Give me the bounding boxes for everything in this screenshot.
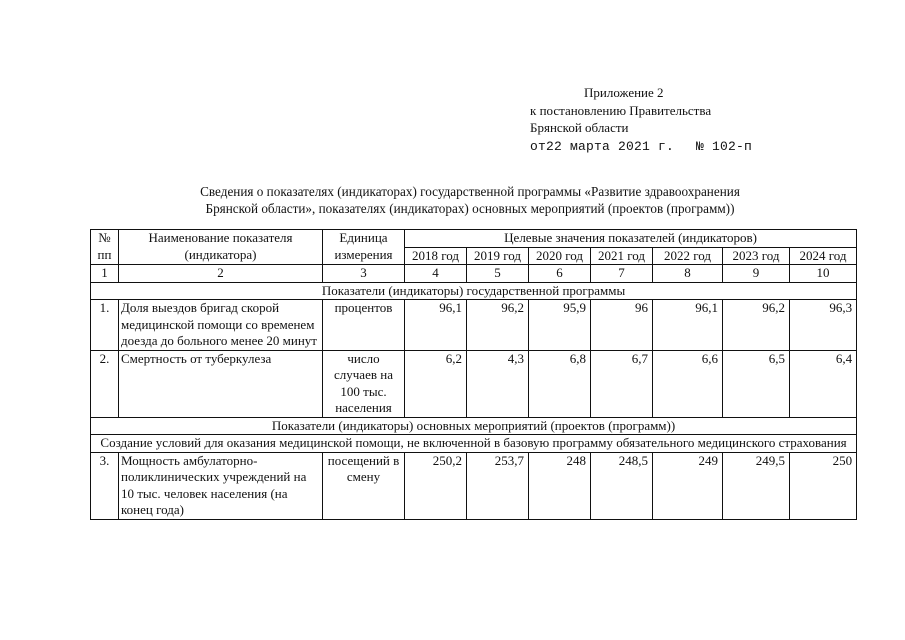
row-value: 6,2: [405, 350, 467, 417]
row-value: 4,3: [467, 350, 529, 417]
row-name: Мощность амбулаторно-поликлинических учреждений на 10 тыс. человек населения (на конец года): [119, 452, 323, 519]
row-value: 96,2: [723, 300, 790, 351]
table-row: [91, 452, 857, 519]
column-number: 7: [591, 265, 653, 283]
row-value: 6,7: [591, 350, 653, 417]
column-number: 9: [723, 265, 790, 283]
column-number: 6: [529, 265, 591, 283]
header-year: 2023 год: [723, 247, 790, 265]
annex-line-region: Брянской области: [530, 120, 629, 135]
subsection-title: Создание условий для оказания медицинской помощи, не включенной в базовую программу обязательного медицинского страхования: [91, 435, 857, 453]
document-title-line2: Брянской области», показателях (индикаторах) основных мероприятий (проектов (программ)): [205, 201, 735, 216]
row-value: 6,4: [790, 350, 857, 417]
header-year: 2024 год: [790, 247, 857, 265]
annex-date: от22 марта 2021 г.: [530, 138, 675, 154]
annex-block: [530, 84, 752, 155]
column-number: 2: [119, 265, 323, 283]
row-value: 250: [790, 452, 857, 519]
table-row: [91, 350, 857, 417]
column-number: 5: [467, 265, 529, 283]
row-value: 6,8: [529, 350, 591, 417]
column-number: 3: [323, 265, 405, 283]
row-name: Смертность от туберкулеза: [119, 350, 323, 417]
subsection-row: [91, 435, 857, 453]
header-year: 2020 год: [529, 247, 591, 265]
column-number: 8: [653, 265, 723, 283]
row-num: 2.: [91, 350, 119, 417]
row-value: 96,2: [467, 300, 529, 351]
header-row-top: [91, 230, 857, 248]
header-unit: Единица измерения: [323, 230, 405, 265]
document-title: [100, 183, 840, 217]
header-year: 2022 год: [653, 247, 723, 265]
row-value: 253,7: [467, 452, 529, 519]
annex-line-decree: к постановлению Правительства: [530, 102, 712, 118]
row-value: 248: [529, 452, 591, 519]
row-value: 249,5: [723, 452, 790, 519]
column-numbers-row: [91, 265, 857, 283]
header-name: Наименование показателя (индикатора): [119, 230, 323, 265]
row-unit: посещений в смену: [323, 452, 405, 519]
header-year: 2021 год: [591, 247, 653, 265]
row-value: 6,5: [723, 350, 790, 417]
row-value: 248,5: [591, 452, 653, 519]
row-value: 6,6: [653, 350, 723, 417]
row-value: 95,9: [529, 300, 591, 351]
annex-date-line: [530, 137, 752, 156]
column-number: 1: [91, 265, 119, 283]
annex-title: Приложение 2: [584, 85, 664, 100]
section-row: [91, 417, 857, 435]
table-row: [91, 300, 857, 351]
section-row: [91, 282, 857, 300]
row-value: 96,3: [790, 300, 857, 351]
row-num: 1.: [91, 300, 119, 351]
row-value: 250,2: [405, 452, 467, 519]
header-year: 2019 год: [467, 247, 529, 265]
row-value: 249: [653, 452, 723, 519]
row-value: 96,1: [405, 300, 467, 351]
annex-number: № 102-п: [696, 138, 753, 154]
section-title-program: Показатели (индикаторы) государственной программы: [91, 282, 857, 300]
document-title-line1: Сведения о показателях (индикаторах) государственной программы «Развитие здравоохранения: [200, 184, 740, 199]
row-unit: процентов: [323, 300, 405, 351]
column-number: 4: [405, 265, 467, 283]
row-name: Доля выездов бригад скорой медицинской помощи со временем доезда до больного менее 20 минут: [119, 300, 323, 351]
indicators-table: [90, 229, 857, 520]
section-title-measures: Показатели (индикаторы) основных мероприятий (проектов (программ)): [91, 417, 857, 435]
header-num: № пп: [91, 230, 119, 265]
header-targets: Целевые значения показателей (индикаторов): [405, 230, 857, 248]
row-unit: число случаев на 100 тыс. населения: [323, 350, 405, 417]
row-value: 96: [591, 300, 653, 351]
header-year: 2018 год: [405, 247, 467, 265]
column-number: 10: [790, 265, 857, 283]
row-num: 3.: [91, 452, 119, 519]
row-value: 96,1: [653, 300, 723, 351]
